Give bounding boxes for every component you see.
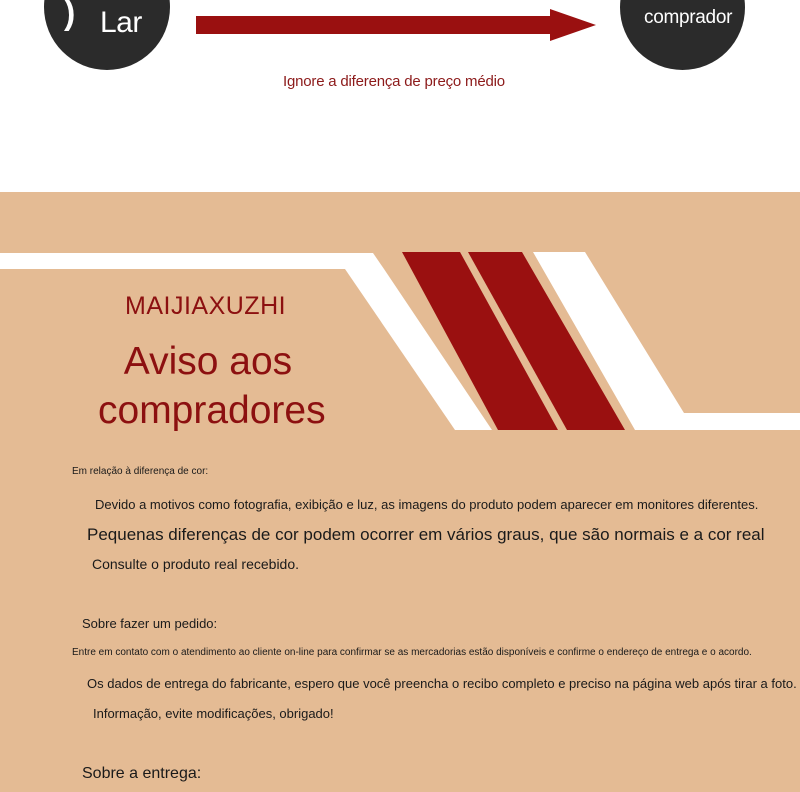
hook-glyph-icon: )	[64, 0, 76, 32]
order-line-2: Os dados de entrega do fabricante, espero que você preencha o recibo completo e preciso na página web após tirar a foto.	[87, 676, 797, 691]
price-caption: Ignore a diferença de preço médio	[283, 73, 505, 90]
home-circle-label: Lar	[100, 6, 142, 39]
home-circle	[44, 0, 170, 70]
buyer-circle	[620, 0, 745, 70]
brand-name: MAIJIAXUZHI	[125, 292, 287, 320]
order-line-1: Entre em contato com o atendimento ao cliente on-line para confirmar se as mercadorias estão disponíveis e confirme o endereço de entrega e o acordo.	[72, 647, 752, 658]
buyer-circle-label: comprador	[644, 7, 733, 28]
flow-arrow-icon	[196, 16, 551, 34]
flow-header	[0, 0, 800, 192]
color-line-2: Pequenas diferenças de cor podem ocorrer em vários graus, que são normais e a cor real	[87, 525, 765, 544]
notice-panel	[0, 192, 800, 792]
color-line-1: Devido a motivos como fotografia, exibição e luz, as imagens do produto podem aparecer em monitores diferentes.	[95, 497, 759, 512]
color-line-3: Consulte o produto real recebido.	[92, 556, 300, 572]
order-heading: Sobre fazer um pedido:	[82, 616, 218, 631]
color-heading: Em relação à diferença de cor:	[72, 466, 209, 477]
notice-title: Aviso aos compradores	[98, 340, 326, 432]
order-line-3: Informação, evite modificações, obrigado!	[93, 706, 334, 721]
arrow-head-icon	[550, 9, 596, 41]
delivery-heading: Sobre a entrega:	[82, 765, 202, 782]
